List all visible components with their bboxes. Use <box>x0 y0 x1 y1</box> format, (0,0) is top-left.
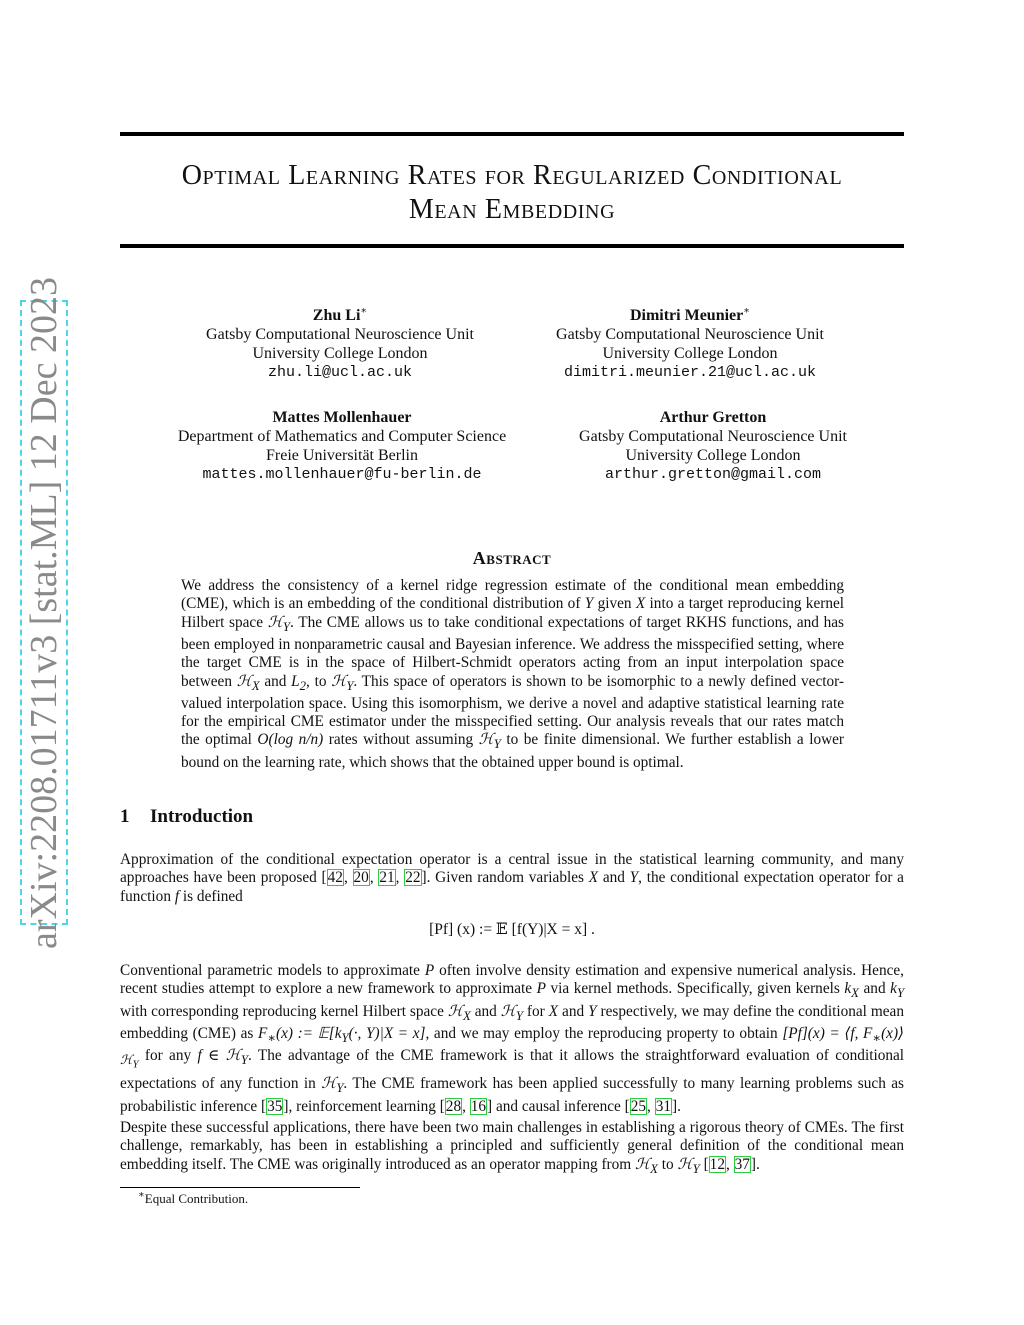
author-name: Zhu Li <box>312 307 361 324</box>
footnote-rule <box>120 1187 360 1188</box>
intro-paragraph-2: Conventional parametric models to approximate P often involve density estimation and expensive numerical analysis. Hence, recent studies attempt to explore a new framework to approximate P via kernel methods. Specifically, given kernels $k_X$ and $k_Y$ with corresponding reproducing kernel Hilbert space ℋ$_X$ and ℋ$_Y$ for X and Y respectively, we may define the conditional mean embedding (CME) as $F_∗(x)$ := $𝔼[k_Y(\cdot$, Y)|X = x], and we may employ the reproducing property to obtain [Pf](x) = ⟨f, $F_∗(x)⟩_{ℋ_Y}$ for any f ∈ ℋ$_Y$. The advantage of the CME framework is that it allows the straightforward evaluation of conditional expectations of any function in ℋ$_Y$. The CME framework has been applied successfully to many learning problems such as probabilistic inference [35], reinforcement learning [28, 16] and causal inference [25, 31]. <box>120 962 905 1115</box>
author-institution: University College London <box>602 345 778 362</box>
author-institution: University College London <box>625 447 801 464</box>
author-email[interactable]: arthur.gretton@gmail.com <box>604 466 822 483</box>
title-bottom-rule <box>120 244 904 248</box>
footnote-mark: ∗ <box>138 1189 145 1201</box>
abstract-heading: Abstract <box>472 548 552 568</box>
citation-link[interactable]: 25 <box>630 1097 647 1115</box>
citation-link[interactable]: 35 <box>267 1097 283 1115</box>
author-affiliation: Gatsby Computational Neuroscience Unit <box>579 428 847 445</box>
citation-link[interactable]: 31 <box>655 1097 671 1115</box>
arxiv-stamp-text: arXiv:2208.01711v3 [stat.ML] 12 Dec 2023 <box>23 276 65 949</box>
author-block-2 <box>520 306 860 382</box>
citation-link[interactable]: 20 <box>353 869 369 887</box>
equal-contribution-mark: ∗ <box>743 305 751 317</box>
author-affiliation: Department of Mathematics and Computer Science <box>177 428 507 445</box>
equation-conditional-expectation: [Pf] (x) := 𝔼 [f(Y)|X = x] . <box>429 921 595 938</box>
abstract-body: We address the consistency of a kernel ridge regression estimate of the conditional mean embedding (CME), which is an embedding of the conditional distribution of Y given X into a target reproducing kernel Hilbert space ℋ$_Y$. The CME allows us to take conditional expectations of target RKHS functions, and has been employed in nonparametric causal and Bayesian inference. We address the misspecified setting, where the target CME is in the space of Hilbert-Schmidt operators acting from an input interpolation space between ℋ$_X$ and $L_2$, to ℋ$_Y$. This space of operators is shown to be isomorphic to a newly defined vector-valued interpolation space. Using this isomorphism, we derive a novel and adaptive statistical learning rate for the empirical CME estimator under the misspecified setting. Our analysis reveals that our rates match the optimal O(log n/n) rates without assuming ℋ$_Y$ to be finite dimensional. We further establish a lower bound on the learning rate, which shows that the obtained upper bound is optimal. <box>181 577 845 771</box>
citation-link[interactable]: 12 <box>709 1155 725 1173</box>
footnote-text: Equal Contribution. <box>144 1191 249 1206</box>
author-name: Mattes Mollenhauer <box>272 409 412 426</box>
author-affiliation: Gatsby Computational Neuroscience Unit <box>206 326 474 343</box>
citation-link[interactable]: 16 <box>470 1097 487 1115</box>
paper-title-line-2: Mean Embedding <box>408 194 616 225</box>
paper-title-line-1: Optimal Learning Rates for Regularized Conditional <box>181 160 843 191</box>
author-block-3 <box>150 408 534 484</box>
section-number: 1 <box>120 806 130 827</box>
section-title: Introduction <box>150 806 254 827</box>
arxiv-stamp <box>20 276 68 949</box>
author-block-4 <box>540 408 886 484</box>
section-heading-introduction <box>120 806 253 828</box>
citation-link[interactable]: 22 <box>405 869 421 887</box>
equal-contribution-mark: ∗ <box>360 305 368 317</box>
citation-link[interactable]: 28 <box>445 1097 462 1115</box>
author-email[interactable]: dimitri.meunier.21@ucl.ac.uk <box>563 364 817 381</box>
author-email[interactable]: mattes.mollenhauer@fu-berlin.de <box>202 466 482 483</box>
citation-link[interactable]: 21 <box>379 869 395 887</box>
author-institution: University College London <box>252 345 428 362</box>
author-institution: Freie Universität Berlin <box>266 447 418 464</box>
author-block-1 <box>160 306 520 382</box>
intro-paragraph-1: Approximation of the conditional expectation operator is a central issue in the statistical learning community, and many approaches have been proposed [42, 20, 21, 22]. Given random variables X and Y, the conditional expectation operator for a function f is defined <box>120 851 904 905</box>
author-name: Arthur Gretton <box>659 409 767 426</box>
intro-paragraph-3: Despite these successful applications, there have been two main challenges in establishing a rigorous theory of CMEs. The first challenge, remarkably, has been in establishing a principled and sufficiently general definition of the conditional mean embedding itself. The CME was originally introduced as an operator mapping from ℋ$_X$ to ℋ$_Y$ [12, 37]. <box>120 1119 904 1176</box>
footnote <box>138 1191 248 1207</box>
author-email[interactable]: zhu.li@ucl.ac.uk <box>267 364 413 381</box>
author-affiliation: Gatsby Computational Neuroscience Unit <box>556 326 824 343</box>
citation-link[interactable]: 37 <box>734 1155 750 1173</box>
citation-link[interactable]: 42 <box>327 869 343 887</box>
title-top-rule <box>120 132 904 136</box>
author-name: Dimitri Meunier <box>629 307 744 324</box>
